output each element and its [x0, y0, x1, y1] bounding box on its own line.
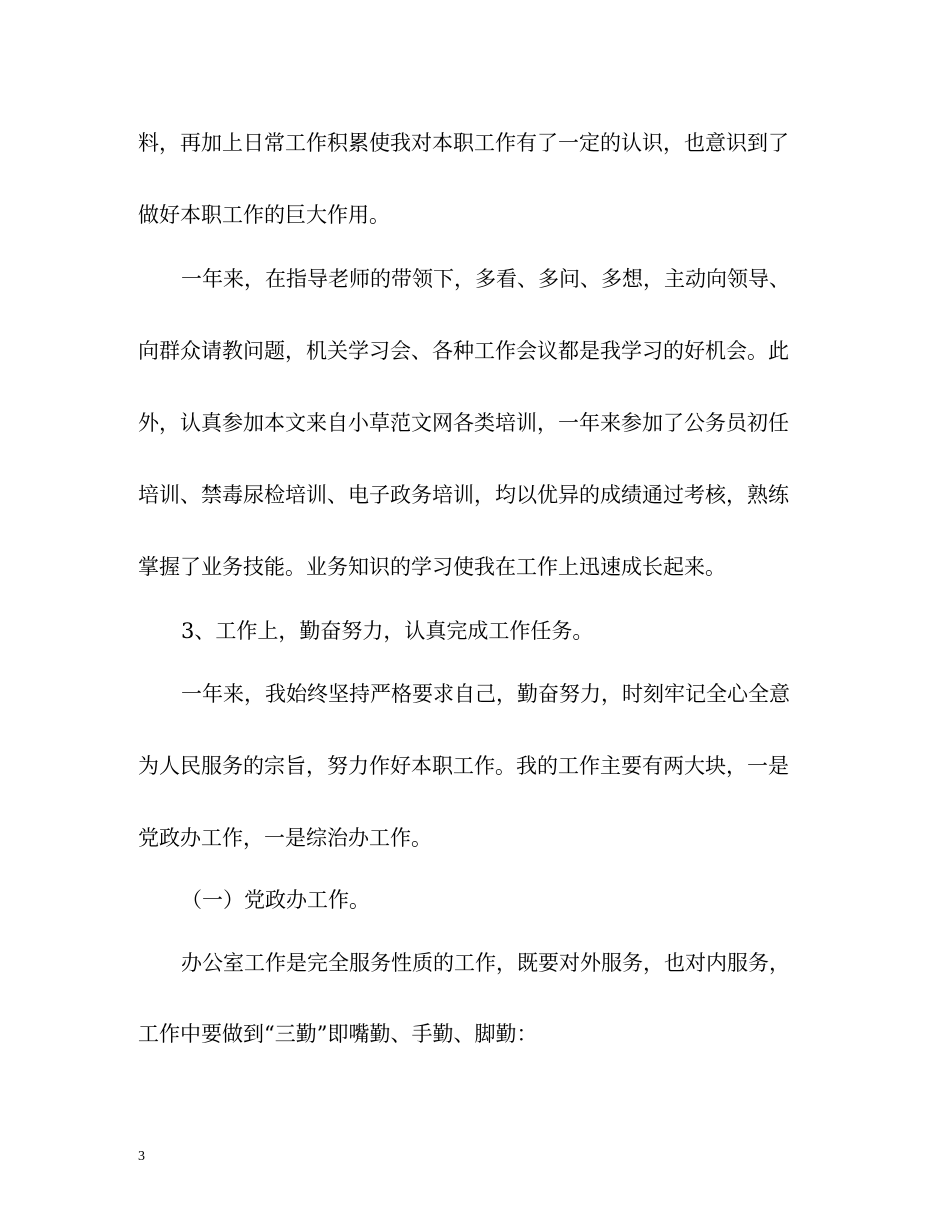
text-line: 办公室工作是完全服务性质的工作，既要对外服务，也对内服务， [181, 951, 790, 975]
subsection-heading: （一）党政办工作。 [181, 888, 370, 912]
text-line: 外，认真参加本文来自小草范文网各类培训，一年来参加了公务员初任 [138, 411, 789, 435]
text-line: 做好本职工作的巨大作用。 [138, 203, 390, 227]
section-heading: 3、工作上，勤奋努力，认真完成工作任务。 [181, 619, 594, 643]
text-line: 向群众请教问题，机关学习会、各种工作会议都是我学习的好机会。此 [138, 339, 789, 363]
text-line: 一年来，在指导老师的带领下，多看、多问、多想，主动向领导、 [181, 267, 790, 291]
text-line: 料，再加上日常工作积累使我对本职工作有了一定的认识，也意识到了 [138, 131, 789, 155]
text-line: 为人民服务的宗旨，努力作好本职工作。我的工作主要有两大块，一是 [138, 754, 789, 778]
page-number: 3 [138, 1149, 145, 1164]
text-line: 工作中要做到“三勤”即嘴勤、手勤、脚勤： [138, 1022, 538, 1046]
text-line: 培训、禁毒尿检培训、电子政务培训，均以优异的成绩通过考核，熟练 [138, 483, 789, 507]
text-line: 掌握了业务技能。业务知识的学习使我在工作上迅速成长起来。 [138, 555, 726, 579]
text-line: 一年来，我始终坚持严格要求自己，勤奋努力，时刻牢记全心全意 [181, 682, 790, 706]
text-line: 党政办工作，一是综治办工作。 [138, 826, 432, 850]
